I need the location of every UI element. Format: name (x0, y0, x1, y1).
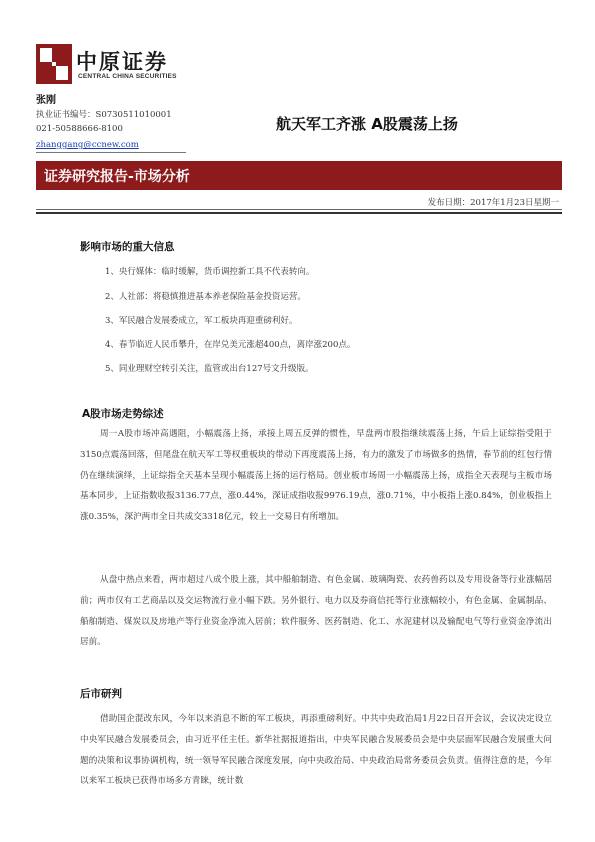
date-divider-thick (36, 212, 562, 214)
phone-number: 021-50588666-8100 (36, 124, 123, 134)
publish-date: 发布日期：2017年1月23日星期一 (427, 198, 559, 208)
news-item: 5、同业理财空转引关注，监管或出台127号文升级版。 (105, 364, 314, 374)
section-heading-major-news: 影响市场的重大信息 (80, 241, 175, 253)
news-item: 4、春节临近人民币攀升，在岸兑美元涨超400点，离岸涨200点。 (105, 340, 356, 350)
report-title: 航天军工齐涨 A股震荡上扬 (276, 115, 458, 133)
section-heading-market-review: A股市场走势综述 (82, 408, 164, 420)
author-email-link[interactable]: zhanggang@ccnew.com (36, 140, 139, 150)
news-item: 2、人社部：将稳慎推进基本养老保险基金投资运营。 (105, 292, 306, 302)
logo-mark-icon (36, 44, 72, 84)
news-item: 3、军民融合发展委成立，军工板块再迎重磅利好。 (105, 316, 298, 326)
section-heading-outlook: 后市研判 (80, 688, 122, 700)
logo-english-name: CENTRAL CHINA SECURITIES (78, 73, 177, 80)
market-review-paragraph: 周一A股市场冲高遇阻，小幅震荡上扬，承接上周五反弹的惯性，早盘两市股指继续震荡上扬，午后上证综指受阻于3150点震荡回落，但尾盘在航天军工等权重板块的带动下再度震荡上扬，有力的激发了市场做多的热情，春节前的红包行情仍在继续演绎，上证综指全天基本呈现小幅震荡上扬的运行格局。创业板市场周一小幅震荡上扬，成指全天表现与主板市场基本同步，上证指数收报3136.77点，涨0.44%，深证成指收报9976.19点，涨0.71%，中小板指上涨0.84%，创业板指上涨0.35%，深沪两市全日共成交3318亿元，较上一交易日有所增加。 (80, 429, 552, 523)
news-item: 1、央行媒体：临时缓解，货币调控新工具不代表转向。 (105, 267, 315, 277)
banner-title: 证券研究报告-市场分析 (44, 169, 190, 185)
market-review-paragraph: 从盘中热点来看，两市超过八成个股上涨，其中船舶制造、有色金属、玻璃陶瓷、农药兽药以及专用设备等行业涨幅居前；两市仅有工艺商品以及交运物流行业小幅下跌。另外银行、电力以及券商信托等行业涨幅较小，有色金属、金属制品、船舶制造、煤炭以及房地产等行业资金净流入居前；软件服务、医药制造、化工、水泥建材以及输配电气等行业资金净流出居前。 (80, 575, 552, 648)
meta-divider (36, 152, 186, 153)
outlook-paragraph: 借助国企混改东风，今年以来消息不断的军工板块，再添重磅利好。中共中央政治局1月22日召开会议，会议决定设立中央军民融合发展委员会，由习近平任主任。新华社据报道指出，中央军民融合发展委员会是中央层面军民融合发展重大问题的决策和议事协调机构，统一领导军民融合深度发展，向中央政治局、中央政治局常务委员会负责。值得注意的是，今年以来军工板块已获得市场多方青睐，统计数 (80, 714, 552, 787)
author-name: 张刚 (36, 95, 56, 106)
license-number: 执业证书编号：S0730511010001 (36, 110, 172, 120)
company-logo (36, 44, 188, 86)
report-banner (36, 161, 562, 190)
logo-chinese-name: 中原证券 (76, 50, 168, 74)
date-divider (36, 209, 562, 210)
